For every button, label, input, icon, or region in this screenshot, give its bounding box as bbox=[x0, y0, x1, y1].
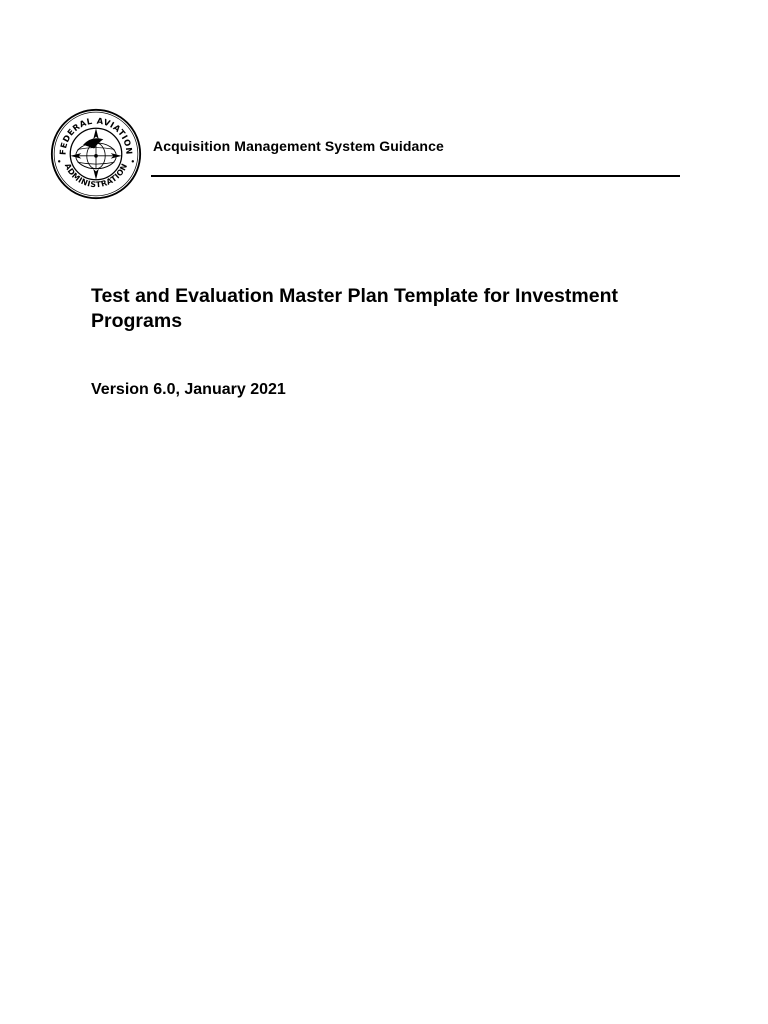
document-title: Test and Evaluation Master Plan Template for Investment Programs bbox=[91, 285, 618, 332]
document-version: Version 6.0, January 2021 bbox=[91, 381, 286, 398]
seal-text-bottom: ADMINISTRATION bbox=[62, 161, 130, 190]
header-divider bbox=[151, 175, 680, 177]
seal-text-top: FEDERAL AVIATION bbox=[57, 115, 135, 156]
faa-seal-icon bbox=[50, 108, 142, 200]
header-title: Acquisition Management System Guidance bbox=[153, 138, 444, 154]
